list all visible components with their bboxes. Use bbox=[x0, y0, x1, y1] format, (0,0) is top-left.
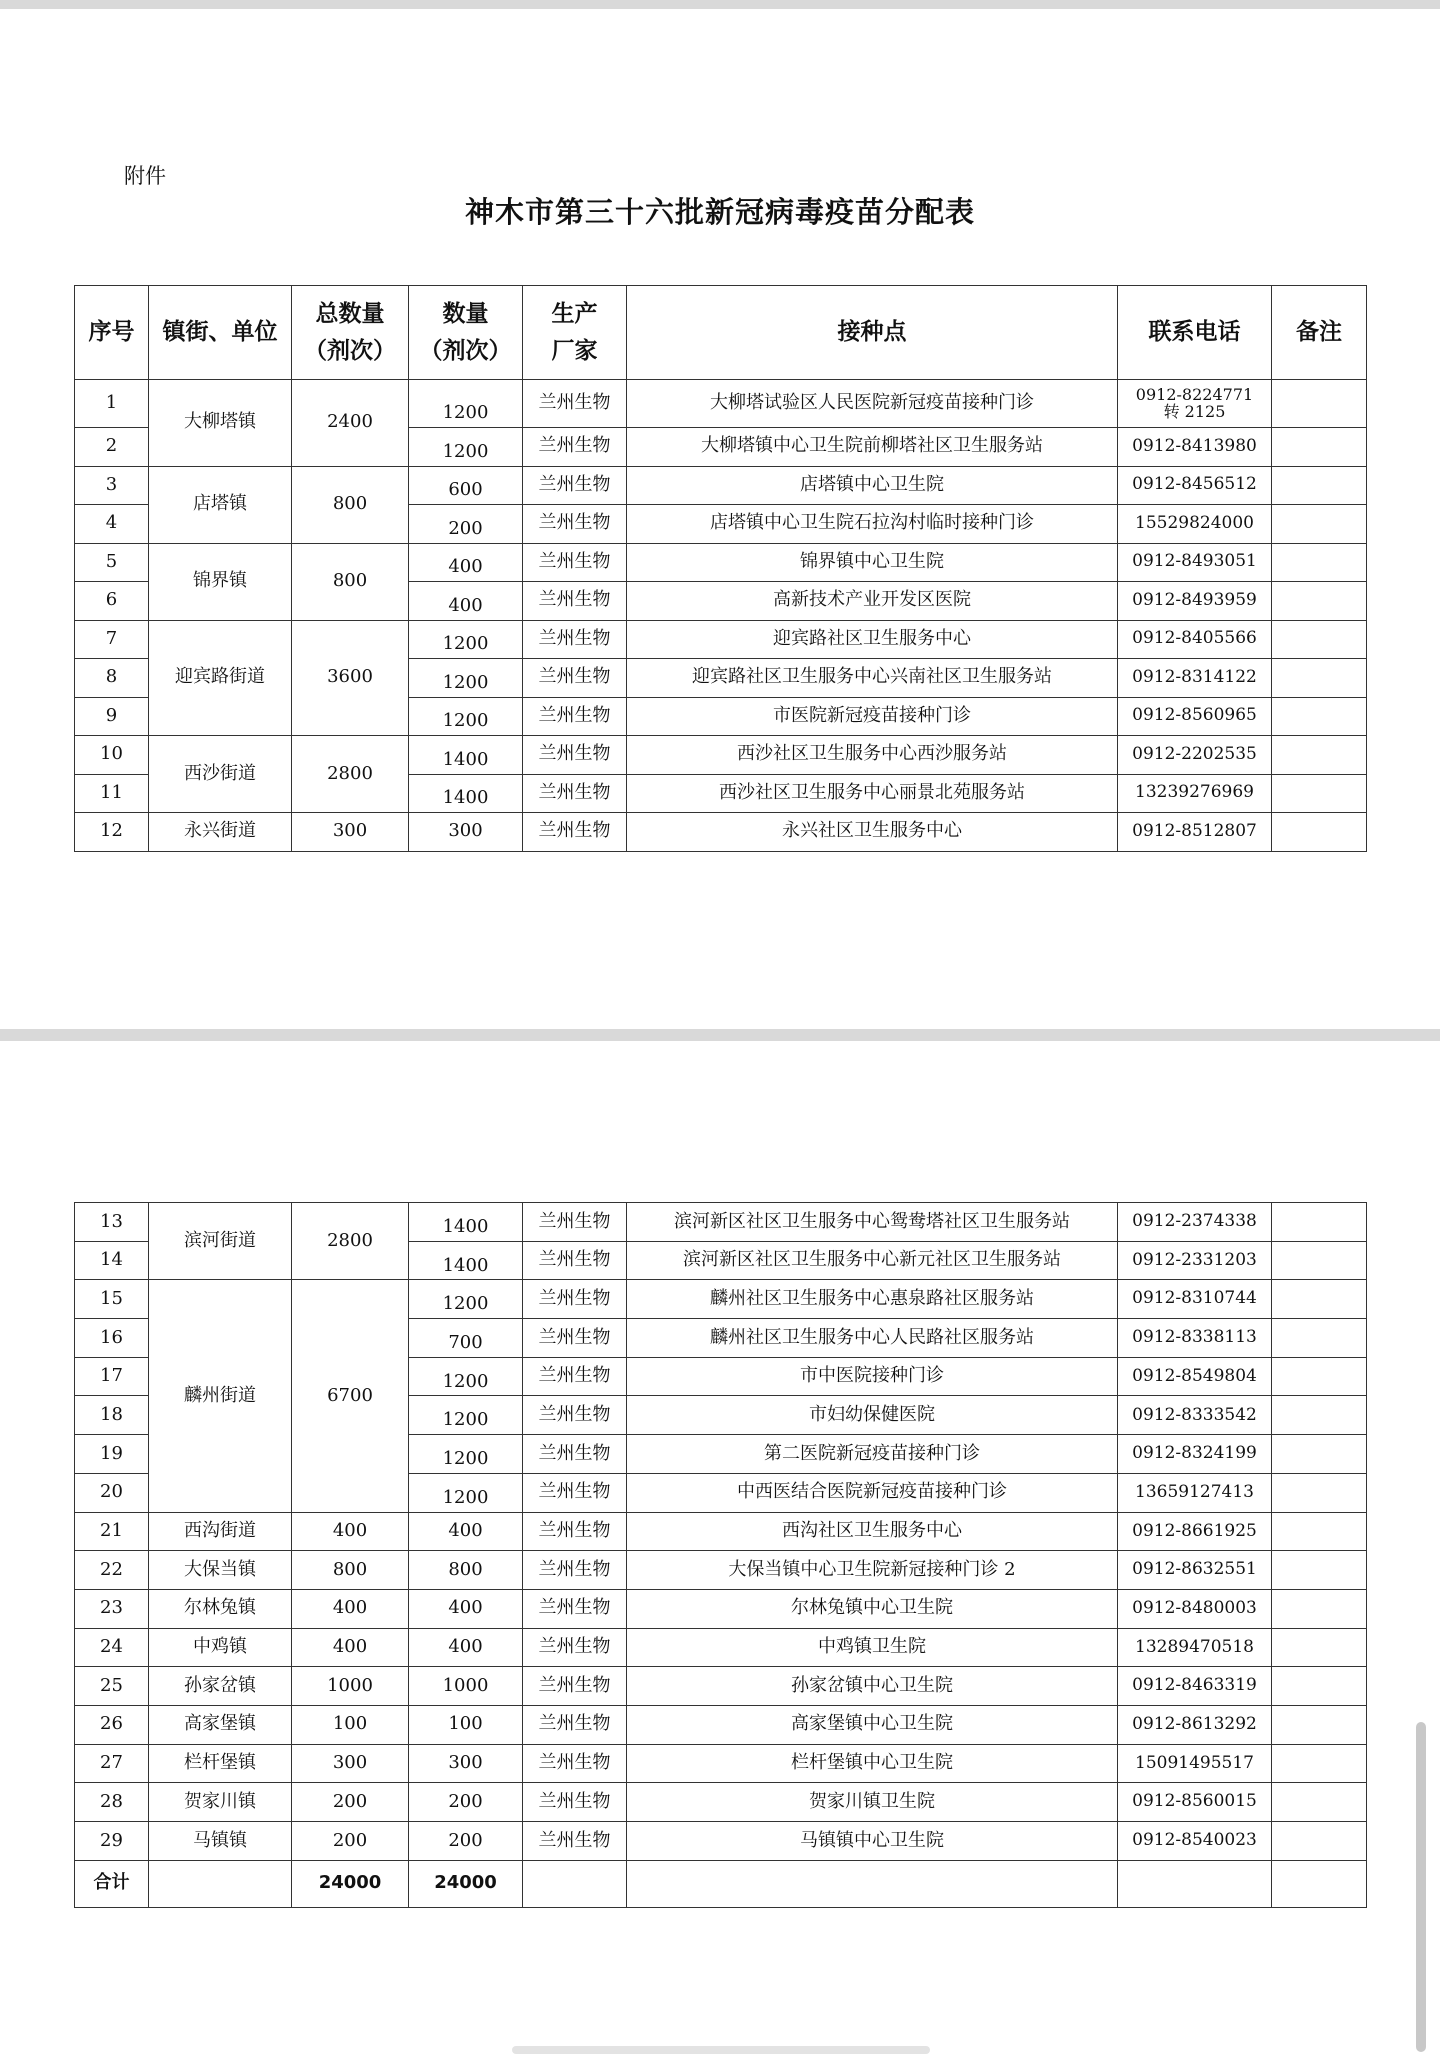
totals-site bbox=[627, 1860, 1118, 1907]
header-qty: 数量 （剂次） bbox=[409, 286, 523, 380]
cell-seq: 2 bbox=[75, 428, 149, 467]
cell-unit: 高家堡镇 bbox=[149, 1705, 292, 1744]
cell-phone: 0912-8512807 bbox=[1118, 813, 1272, 852]
cell-unit: 孙家岔镇 bbox=[149, 1667, 292, 1706]
cell-manufacturer: 兰州生物 bbox=[523, 466, 627, 505]
cell-total: 3600 bbox=[292, 620, 409, 736]
cell-note bbox=[1272, 697, 1367, 736]
cell-qty: 400 bbox=[409, 1589, 523, 1628]
cell-unit: 贺家川镇 bbox=[149, 1783, 292, 1822]
cell-seq: 21 bbox=[75, 1512, 149, 1551]
cell-unit: 大柳塔镇 bbox=[149, 380, 292, 467]
cell-note bbox=[1272, 620, 1367, 659]
cell-note bbox=[1272, 1473, 1367, 1512]
cell-manufacturer: 兰州生物 bbox=[523, 428, 627, 467]
cell-phone: 0912-8310744 bbox=[1118, 1280, 1272, 1319]
cell-site: 滨河新区社区卫生服务中心新元社区卫生服务站 bbox=[627, 1241, 1118, 1280]
cell-seq: 23 bbox=[75, 1589, 149, 1628]
cell-note bbox=[1272, 380, 1367, 428]
cell-manufacturer: 兰州生物 bbox=[523, 380, 627, 428]
cell-qty: 600 bbox=[409, 466, 523, 505]
page-top-gap bbox=[0, 0, 1440, 9]
cell-site: 滨河新区社区卫生服务中心鸳鸯塔社区卫生服务站 bbox=[627, 1203, 1118, 1242]
cell-seq: 5 bbox=[75, 543, 149, 582]
cell-total: 300 bbox=[292, 813, 409, 852]
cell-phone: 0912-2374338 bbox=[1118, 1203, 1272, 1242]
cell-site: 市医院新冠疫苗接种门诊 bbox=[627, 697, 1118, 736]
cell-manufacturer: 兰州生物 bbox=[523, 1551, 627, 1590]
cell-phone: 0912-8560015 bbox=[1118, 1783, 1272, 1822]
cell-phone: 0912-8549804 bbox=[1118, 1357, 1272, 1396]
cell-site: 马镇镇中心卫生院 bbox=[627, 1822, 1118, 1861]
table-row bbox=[75, 1822, 1367, 1861]
phone-ext: 转 2125 bbox=[1163, 401, 1226, 421]
cell-qty: 200 bbox=[409, 1822, 523, 1861]
cell-phone: 0912-8493051 bbox=[1118, 543, 1272, 582]
cell-manufacturer: 兰州生物 bbox=[523, 1319, 627, 1358]
cell-seq: 11 bbox=[75, 774, 149, 813]
cell-total: 6700 bbox=[292, 1280, 409, 1512]
cell-manufacturer: 兰州生物 bbox=[523, 659, 627, 698]
cell-seq: 16 bbox=[75, 1319, 149, 1358]
cell-note bbox=[1272, 428, 1367, 467]
cell-manufacturer: 兰州生物 bbox=[523, 774, 627, 813]
cell-phone: 0912-2202535 bbox=[1118, 736, 1272, 775]
cell-site: 大保当镇中心卫生院新冠接种门诊 2 bbox=[627, 1551, 1118, 1590]
cell-qty: 1000 bbox=[409, 1667, 523, 1706]
table-row bbox=[75, 1744, 1367, 1783]
cell-note bbox=[1272, 1357, 1367, 1396]
cell-qty: 1200 bbox=[409, 380, 523, 428]
cell-total: 800 bbox=[292, 466, 409, 543]
cell-seq: 4 bbox=[75, 505, 149, 544]
cell-phone: 0912-8493959 bbox=[1118, 582, 1272, 621]
cell-qty: 1200 bbox=[409, 1473, 523, 1512]
totals-note bbox=[1272, 1860, 1367, 1907]
cell-seq: 19 bbox=[75, 1435, 149, 1474]
cell-note bbox=[1272, 1783, 1367, 1822]
cell-site: 市中医院接种门诊 bbox=[627, 1357, 1118, 1396]
table-row bbox=[75, 736, 1367, 775]
cell-phone: 0912-8613292 bbox=[1118, 1705, 1272, 1744]
allocation-table-page2 bbox=[74, 1202, 1367, 1908]
cell-seq: 26 bbox=[75, 1705, 149, 1744]
cell-note bbox=[1272, 1280, 1367, 1319]
cell-site: 中西医结合医院新冠疫苗接种门诊 bbox=[627, 1473, 1118, 1512]
cell-site: 麟州社区卫生服务中心人民路社区服务站 bbox=[627, 1319, 1118, 1358]
cell-manufacturer: 兰州生物 bbox=[523, 1435, 627, 1474]
cell-unit: 滨河街道 bbox=[149, 1203, 292, 1280]
cell-manufacturer: 兰州生物 bbox=[523, 1783, 627, 1822]
cell-seq: 14 bbox=[75, 1241, 149, 1280]
cell-seq: 20 bbox=[75, 1473, 149, 1512]
table-row bbox=[75, 466, 1367, 505]
totals-row bbox=[75, 1860, 1367, 1907]
cell-seq: 28 bbox=[75, 1783, 149, 1822]
cell-unit: 尔林兔镇 bbox=[149, 1589, 292, 1628]
cell-qty: 100 bbox=[409, 1705, 523, 1744]
cell-qty: 400 bbox=[409, 543, 523, 582]
cell-site: 迎宾路社区卫生服务中心 bbox=[627, 620, 1118, 659]
cell-site: 第二医院新冠疫苗接种门诊 bbox=[627, 1435, 1118, 1474]
cell-site: 孙家岔镇中心卫生院 bbox=[627, 1667, 1118, 1706]
cell-total: 2800 bbox=[292, 736, 409, 813]
cell-site: 西沙社区卫生服务中心丽景北苑服务站 bbox=[627, 774, 1118, 813]
cell-seq: 1 bbox=[75, 380, 149, 428]
table-row bbox=[75, 543, 1367, 582]
document-title: 神木市第三十六批新冠病毒疫苗分配表 bbox=[464, 195, 975, 229]
cell-site: 永兴社区卫生服务中心 bbox=[627, 813, 1118, 852]
cell-phone: 0912-8463319 bbox=[1118, 1667, 1272, 1706]
cell-unit: 店塔镇 bbox=[149, 466, 292, 543]
cell-unit: 锦界镇 bbox=[149, 543, 292, 620]
cell-total: 2400 bbox=[292, 380, 409, 467]
cell-total: 2800 bbox=[292, 1203, 409, 1280]
cell-qty: 1200 bbox=[409, 428, 523, 467]
cell-site: 大柳塔试验区人民医院新冠疫苗接种门诊 bbox=[627, 380, 1118, 428]
cell-qty: 1400 bbox=[409, 1241, 523, 1280]
cell-site: 尔林兔镇中心卫生院 bbox=[627, 1589, 1118, 1628]
cell-manufacturer: 兰州生物 bbox=[523, 1744, 627, 1783]
table-row bbox=[75, 1203, 1367, 1242]
cell-site: 迎宾路社区卫生服务中心兴南社区卫生服务站 bbox=[627, 659, 1118, 698]
cell-site: 高新技术产业开发区医院 bbox=[627, 582, 1118, 621]
totals-unit bbox=[149, 1860, 292, 1907]
cell-manufacturer: 兰州生物 bbox=[523, 543, 627, 582]
cell-phone: 0912-8324199 bbox=[1118, 1435, 1272, 1474]
cell-manufacturer: 兰州生物 bbox=[523, 697, 627, 736]
header-note: 备注 bbox=[1272, 286, 1367, 380]
home-indicator bbox=[512, 2046, 930, 2054]
cell-seq: 24 bbox=[75, 1628, 149, 1667]
cell-manufacturer: 兰州生物 bbox=[523, 582, 627, 621]
table-row bbox=[75, 813, 1367, 852]
header-phone: 联系电话 bbox=[1118, 286, 1272, 380]
cell-note bbox=[1272, 1589, 1367, 1628]
cell-site: 中鸡镇卫生院 bbox=[627, 1628, 1118, 1667]
cell-unit: 麟州街道 bbox=[149, 1280, 292, 1512]
cell-qty: 1200 bbox=[409, 1435, 523, 1474]
cell-note bbox=[1272, 1203, 1367, 1242]
table-row bbox=[75, 1551, 1367, 1590]
cell-total: 400 bbox=[292, 1628, 409, 1667]
cell-manufacturer: 兰州生物 bbox=[523, 1280, 627, 1319]
cell-site: 大柳塔镇中心卫生院前柳塔社区卫生服务站 bbox=[627, 428, 1118, 467]
cell-seq: 12 bbox=[75, 813, 149, 852]
cell-seq: 3 bbox=[75, 466, 149, 505]
cell-qty: 1200 bbox=[409, 620, 523, 659]
cell-seq: 17 bbox=[75, 1357, 149, 1396]
table-row bbox=[75, 1628, 1367, 1667]
cell-unit: 迎宾路街道 bbox=[149, 620, 292, 736]
cell-phone: 0912-8661925 bbox=[1118, 1512, 1272, 1551]
cell-seq: 25 bbox=[75, 1667, 149, 1706]
cell-manufacturer: 兰州生物 bbox=[523, 1241, 627, 1280]
cell-seq: 27 bbox=[75, 1744, 149, 1783]
table-row bbox=[75, 620, 1367, 659]
cell-qty: 1400 bbox=[409, 774, 523, 813]
cell-site: 西沟社区卫生服务中心 bbox=[627, 1512, 1118, 1551]
cell-phone: 0912-8413980 bbox=[1118, 428, 1272, 467]
cell-seq: 15 bbox=[75, 1280, 149, 1319]
table-row bbox=[75, 1667, 1367, 1706]
cell-manufacturer: 兰州生物 bbox=[523, 1396, 627, 1435]
cell-phone: 15091495517 bbox=[1118, 1744, 1272, 1783]
cell-phone: 0912-8333542 bbox=[1118, 1396, 1272, 1435]
cell-total: 1000 bbox=[292, 1667, 409, 1706]
header-total: 总数量 （剂次） bbox=[292, 286, 409, 380]
cell-phone: 0912-8338113 bbox=[1118, 1319, 1272, 1358]
cell-unit: 永兴街道 bbox=[149, 813, 292, 852]
cell-manufacturer: 兰州生物 bbox=[523, 736, 627, 775]
cell-note bbox=[1272, 1512, 1367, 1551]
cell-total: 800 bbox=[292, 1551, 409, 1590]
cell-qty: 1200 bbox=[409, 1280, 523, 1319]
cell-manufacturer: 兰州生物 bbox=[523, 620, 627, 659]
cell-note bbox=[1272, 813, 1367, 852]
cell-qty: 300 bbox=[409, 1744, 523, 1783]
cell-manufacturer: 兰州生物 bbox=[523, 1589, 627, 1628]
cell-qty: 1400 bbox=[409, 736, 523, 775]
cell-note bbox=[1272, 505, 1367, 544]
cell-phone: 0912-8560965 bbox=[1118, 697, 1272, 736]
totals-manufacturer bbox=[523, 1860, 627, 1907]
cell-unit: 栏杆堡镇 bbox=[149, 1744, 292, 1783]
cell-phone: 13289470518 bbox=[1118, 1628, 1272, 1667]
cell-site: 店塔镇中心卫生院石拉沟村临时接种门诊 bbox=[627, 505, 1118, 544]
totals-total: 24000 bbox=[292, 1860, 409, 1907]
cell-phone: 0912-8632551 bbox=[1118, 1551, 1272, 1590]
cell-seq: 13 bbox=[75, 1203, 149, 1242]
cell-qty: 1400 bbox=[409, 1203, 523, 1242]
cell-note bbox=[1272, 1744, 1367, 1783]
table-row bbox=[75, 1783, 1367, 1822]
header-site: 接种点 bbox=[627, 286, 1118, 380]
cell-site: 店塔镇中心卫生院 bbox=[627, 466, 1118, 505]
cell-total: 100 bbox=[292, 1705, 409, 1744]
cell-manufacturer: 兰州生物 bbox=[523, 813, 627, 852]
cell-total: 200 bbox=[292, 1783, 409, 1822]
cell-total: 400 bbox=[292, 1589, 409, 1628]
cell-qty: 1200 bbox=[409, 659, 523, 698]
allocation-table-page1 bbox=[74, 285, 1367, 852]
cell-seq: 22 bbox=[75, 1551, 149, 1590]
cell-phone: 0912-2331203 bbox=[1118, 1241, 1272, 1280]
cell-site: 高家堡镇中心卫生院 bbox=[627, 1705, 1118, 1744]
cell-site: 栏杆堡镇中心卫生院 bbox=[627, 1744, 1118, 1783]
cell-manufacturer: 兰州生物 bbox=[523, 505, 627, 544]
cell-unit: 西沙街道 bbox=[149, 736, 292, 813]
table-row bbox=[75, 1280, 1367, 1319]
cell-note bbox=[1272, 1319, 1367, 1358]
cell-unit: 马镇镇 bbox=[149, 1822, 292, 1861]
cell-unit: 中鸡镇 bbox=[149, 1628, 292, 1667]
header-manufacturer: 生产 厂家 bbox=[523, 286, 627, 380]
cell-site: 市妇幼保健医院 bbox=[627, 1396, 1118, 1435]
cell-site: 西沙社区卫生服务中心西沙服务站 bbox=[627, 736, 1118, 775]
cell-site: 锦界镇中心卫生院 bbox=[627, 543, 1118, 582]
cell-manufacturer: 兰州生物 bbox=[523, 1628, 627, 1667]
cell-manufacturer: 兰州生物 bbox=[523, 1512, 627, 1551]
cell-phone bbox=[1118, 380, 1272, 428]
cell-note bbox=[1272, 1396, 1367, 1435]
cell-qty: 400 bbox=[409, 1628, 523, 1667]
cell-manufacturer: 兰州生物 bbox=[523, 1822, 627, 1861]
table-row bbox=[75, 380, 1367, 428]
cell-total: 200 bbox=[292, 1822, 409, 1861]
cell-phone: 0912-8480003 bbox=[1118, 1589, 1272, 1628]
table-header-row bbox=[75, 286, 1367, 380]
table-row bbox=[75, 1705, 1367, 1744]
cell-seq: 9 bbox=[75, 697, 149, 736]
cell-note bbox=[1272, 466, 1367, 505]
cell-seq: 10 bbox=[75, 736, 149, 775]
header-unit: 镇街、单位 bbox=[149, 286, 292, 380]
cell-note bbox=[1272, 659, 1367, 698]
cell-seq: 18 bbox=[75, 1396, 149, 1435]
cell-site: 麟州社区卫生服务中心惠泉路社区服务站 bbox=[627, 1280, 1118, 1319]
cell-note bbox=[1272, 543, 1367, 582]
cell-qty: 300 bbox=[409, 813, 523, 852]
cell-qty: 400 bbox=[409, 1512, 523, 1551]
cell-qty: 1200 bbox=[409, 1396, 523, 1435]
cell-qty: 200 bbox=[409, 505, 523, 544]
cell-seq: 29 bbox=[75, 1822, 149, 1861]
cell-total: 800 bbox=[292, 543, 409, 620]
phone-line: 0912-8224771 bbox=[1135, 384, 1254, 404]
cell-qty: 700 bbox=[409, 1319, 523, 1358]
cell-note bbox=[1272, 582, 1367, 621]
table-row bbox=[75, 1589, 1367, 1628]
cell-note bbox=[1272, 1628, 1367, 1667]
cell-note bbox=[1272, 1551, 1367, 1590]
cell-qty: 800 bbox=[409, 1551, 523, 1590]
attachment-label: 附件 bbox=[124, 164, 166, 188]
cell-qty: 1200 bbox=[409, 1357, 523, 1396]
header-seq: 序号 bbox=[75, 286, 149, 380]
cell-note bbox=[1272, 1241, 1367, 1280]
cell-note bbox=[1272, 1667, 1367, 1706]
cell-seq: 8 bbox=[75, 659, 149, 698]
cell-note bbox=[1272, 1435, 1367, 1474]
table-row bbox=[75, 1512, 1367, 1551]
totals-phone bbox=[1118, 1860, 1272, 1907]
cell-manufacturer: 兰州生物 bbox=[523, 1473, 627, 1512]
cell-manufacturer: 兰州生物 bbox=[523, 1357, 627, 1396]
cell-site: 贺家川镇卫生院 bbox=[627, 1783, 1118, 1822]
vertical-scrollbar[interactable] bbox=[1416, 1722, 1426, 2052]
cell-phone: 13239276969 bbox=[1118, 774, 1272, 813]
cell-total: 300 bbox=[292, 1744, 409, 1783]
cell-qty: 400 bbox=[409, 582, 523, 621]
cell-total: 400 bbox=[292, 1512, 409, 1551]
cell-manufacturer: 兰州生物 bbox=[523, 1203, 627, 1242]
cell-unit: 西沟街道 bbox=[149, 1512, 292, 1551]
cell-seq: 6 bbox=[75, 582, 149, 621]
cell-qty: 200 bbox=[409, 1783, 523, 1822]
cell-phone: 0912-8405566 bbox=[1118, 620, 1272, 659]
cell-unit: 大保当镇 bbox=[149, 1551, 292, 1590]
cell-manufacturer: 兰州生物 bbox=[523, 1705, 627, 1744]
cell-phone: 13659127413 bbox=[1118, 1473, 1272, 1512]
cell-qty: 1200 bbox=[409, 697, 523, 736]
totals-label: 合计 bbox=[75, 1860, 149, 1907]
cell-phone: 0912-8456512 bbox=[1118, 466, 1272, 505]
cell-note bbox=[1272, 1822, 1367, 1861]
cell-manufacturer: 兰州生物 bbox=[523, 1667, 627, 1706]
cell-note bbox=[1272, 736, 1367, 775]
totals-qty: 24000 bbox=[409, 1860, 523, 1907]
cell-note bbox=[1272, 1705, 1367, 1744]
cell-phone: 0912-8314122 bbox=[1118, 659, 1272, 698]
cell-note bbox=[1272, 774, 1367, 813]
cell-phone: 0912-8540023 bbox=[1118, 1822, 1272, 1861]
cell-seq: 7 bbox=[75, 620, 149, 659]
page-gap bbox=[0, 1029, 1440, 1041]
cell-phone: 15529824000 bbox=[1118, 505, 1272, 544]
